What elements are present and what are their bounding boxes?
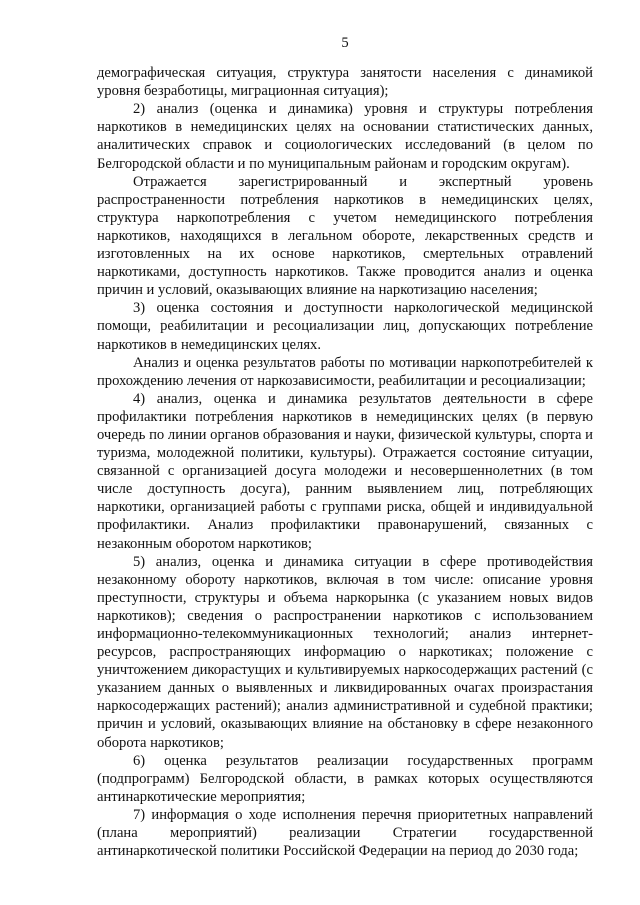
page-number: 5	[341, 35, 349, 51]
paragraph: 2) анализ (оценка и динамика) уровня и структуры потребления наркотиков в немедицинских целях на основании статистических данных, аналитических справок и социологических исследований (в целом по Белгородской области и по муниципальным районам и городским округам).	[97, 101, 593, 172]
paragraph: 6) оценка результатов реализации государственных программ (подпрограмм) Белгородской области, в рамках которых осуществляются антинаркотические мероприятия;	[97, 752, 593, 805]
paragraph: 3) оценка состояния и доступности наркологической медицинской помощи, реабилитации и ресоциализации лиц, допускающих потребление наркотиков в немедицинских целях.	[97, 300, 593, 353]
paragraph: Анализ и оценка результатов работы по мотивации наркопотребителей к прохождению лечения от наркозависимости, реабилитации и ресоциализации;	[97, 354, 593, 389]
paragraph: 7) информация о ходе исполнения перечня приоритетных направлений (плана мероприятий) реализации Стратегии государственной антинаркотической политики Российской Федерации на период до 2030 года;	[97, 806, 593, 860]
paragraph: 5) анализ, оценка и динамика ситуации в сфере противодействия незаконному обороту наркотиков, включая в том числе: описание уровня преступности, структуры и объема наркорынка (с указанием новых видов наркотиков); сведения о распространении наркотиков с использованием информационно-телекоммуникационных технологий; анализ интернет-ресурсов, распространяющих информацию о наркотиках; положение с уничтожением дикорастущих и культивируемых наркосодержащих растений (с указанием данных о выявленных и ликвидированных очагах произрастания наркосодержащих растений); анализ административной и судебной практики; причин и условий, оказывающих влияние на обстановку в сфере незаконного оборота наркотиков;	[97, 553, 593, 751]
paragraph: демографическая ситуация, структура занятости населения с динамикой уровня безработицы, миграционная ситуация);	[97, 65, 593, 100]
paragraph: 4) анализ, оценка и динамика результатов деятельности в сфере профилактики потребления наркотиков в немедицинских целях (в первую очередь по линии органов образования и науки, физической культуры, спорта и туризма, молодежной политики, культуры). Отражается состояние ситуации, связанной с организацией досуга молодежи и несовершеннолетних (в том числе доступность досуга), ранним выявлением лиц, потребляющих наркотики, организацией работы с группами риска, общей и индивидуальной профилактики. Анализ профилактики правонарушений, связанных с незаконным оборотом наркотиков;	[97, 390, 593, 552]
paragraph: Отражается зарегистрированный и экспертный уровень распространенности потребления наркотиков в немедицинских целях, структура наркопотребления с учетом немедицинского потребления наркотиков, находящихся в легальном обороте, лекарственных средств и изготовленных на их основе наркотиков, смертельных отравлений наркотиками, доступность наркотиков. Также проводится анализ и оценка причин и условий, оказывающих влияние на наркотизацию населения;	[97, 173, 593, 299]
document-body	[97, 64, 593, 860]
